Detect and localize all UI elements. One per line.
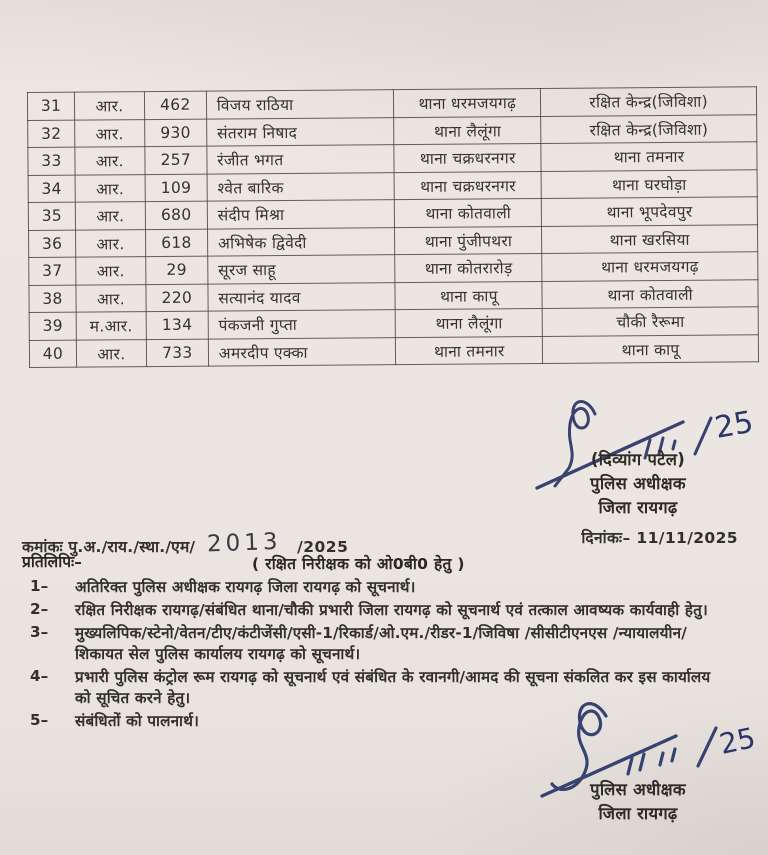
cell-name: सत्यानंद यादव — [208, 282, 396, 311]
cell-serial-number: 32 — [28, 120, 75, 148]
list-item-text: मुख्यलिपिक/स्टेनो/वेतन/टीए/कंटीजेंसी/एसी-1/रिकार्ड/ओ.एम./रीडर-1/जिविषा /सीसीटीएनएस /न्यायालयीन/शिकायत सेल पुलिस कार्यालय रायगढ़ को सूचनार्थ। — [75, 624, 687, 663]
cell-rank: आर. — [76, 257, 146, 285]
signature-date-top: 25 — [712, 404, 756, 446]
list-item — [30, 577, 742, 598]
document-date: दिनांकः– 11/11/2025 — [581, 529, 738, 547]
list-item-text: संबंधितों को पालनार्थ। — [75, 712, 200, 730]
list-item-text: रक्षित निरीक्षक रायगढ़/संबंधित थाना/चौकी प्रभारी जिला रायगढ़ को सूचनार्थ एवं तत्काल आवष्यक कार्यवाही हेतु। — [75, 601, 708, 619]
cell-serial-number: 35 — [28, 202, 75, 230]
table-row — [29, 334, 758, 367]
roster-table-body — [27, 87, 758, 368]
cell-new-posting: चौकी रैरूमा — [542, 307, 758, 336]
cell-rank: आर. — [75, 229, 145, 257]
cell-current-posting: थाना धरमजयगढ़ — [394, 88, 541, 117]
cell-buckle-number: 930 — [145, 119, 207, 147]
reference-label: कमांकः पु.अ./राय./स्था./एम/ — [22, 538, 196, 556]
cell-rank: आर. — [74, 92, 144, 120]
reference-year: /2025 — [297, 538, 349, 556]
cell-rank: आर. — [76, 339, 146, 367]
cell-new-posting: थाना घरघोड़ा — [541, 169, 757, 198]
list-item — [30, 600, 742, 621]
cell-name: रंजीत भगत — [207, 145, 395, 174]
cell-current-posting: थाना लैलूंगा — [394, 116, 541, 145]
signatory-name: (दिव्यांग पटेल) — [590, 450, 686, 469]
cell-name: विजय राठिया — [206, 90, 394, 119]
cell-current-posting: थाना कोतरारोड़ — [395, 253, 542, 282]
cell-buckle-number: 220 — [146, 284, 208, 312]
list-item-number: 1– — [30, 577, 49, 595]
list-item — [30, 623, 742, 665]
signatory-district: जिला रायगढ़ — [598, 498, 678, 517]
list-item-number: 2– — [30, 600, 49, 618]
cell-buckle-number: 134 — [146, 311, 208, 339]
cell-serial-number: 38 — [29, 285, 76, 313]
cell-buckle-number: 257 — [145, 146, 207, 174]
cell-new-posting: थाना कापू — [543, 334, 759, 363]
list-item-number: 4– — [30, 667, 49, 685]
cell-rank: आर. — [75, 202, 145, 230]
cell-serial-number: 34 — [28, 175, 75, 203]
cell-rank: म.आर. — [76, 312, 146, 340]
cell-current-posting: थाना पुंजीपथरा — [395, 226, 542, 255]
cell-new-posting: थाना तमनार — [541, 142, 757, 171]
signatory-designation: पुलिस अधीक्षक — [590, 780, 686, 799]
signature-date-bottom: 25 — [716, 721, 759, 761]
signatory-district: जिला रायगढ़ — [598, 804, 678, 823]
cell-buckle-number: 29 — [146, 256, 208, 284]
cell-current-posting: थाना चक्रधरनगर — [394, 143, 541, 172]
cell-buckle-number: 462 — [144, 91, 206, 119]
signature-block-top — [548, 448, 728, 520]
list-item — [30, 711, 742, 732]
signatory-designation: पुलिस अधीक्षक — [590, 474, 686, 493]
cell-new-posting: थाना खरसिया — [542, 224, 758, 253]
cell-buckle-number: 680 — [145, 201, 207, 229]
cell-current-posting: थाना कोतवाली — [395, 198, 542, 227]
cell-new-posting: रक्षित केन्द्र(जिविशा) — [541, 114, 757, 143]
cell-rank: आर. — [75, 174, 145, 202]
cell-name: सूरज साहू — [208, 255, 396, 284]
cell-name: संदीप मिश्रा — [207, 200, 395, 229]
list-item — [30, 667, 742, 709]
list-item-number: 5– — [30, 711, 49, 729]
cell-serial-number: 37 — [29, 257, 76, 285]
roster-table-container — [27, 86, 759, 368]
cell-current-posting: थाना चक्रधरनगर — [395, 171, 542, 200]
cell-name: अमरदीप एक्का — [208, 337, 396, 366]
roster-table — [27, 86, 759, 368]
cell-rank: आर. — [75, 119, 145, 147]
cell-new-posting: रक्षित केन्द्र(जिविशा) — [541, 87, 757, 116]
cell-name: अभिषेक द्विवेदी — [207, 227, 395, 256]
list-item-text: प्रभारी पुलिस कंट्रोल रूम रायगढ़ को सूचनार्थ एवं संबंधित के रवानगी/आमद की सूचना संकलित कर इस कार्यालय को सूचित करने हेतु। — [75, 668, 711, 707]
cell-serial-number: 40 — [29, 340, 76, 368]
handwritten-dispatch-number: 2013 — [206, 528, 282, 558]
cell-rank: आर. — [76, 284, 146, 312]
list-item-number: 3– — [30, 623, 49, 641]
cell-serial-number: 39 — [29, 312, 76, 340]
cell-name: श्वेत बारिक — [207, 172, 395, 201]
cell-new-posting: थाना धरमजयगढ़ — [542, 252, 758, 281]
cell-serial-number: 36 — [28, 230, 75, 258]
cell-current-posting: थाना कापू — [395, 281, 542, 310]
list-item-text: अतिरिक्त पुलिस अधीक्षक रायगढ़ जिला रायगढ़ को सूचनार्थ। — [75, 578, 416, 596]
copies-note: ( रक्षित निरीक्षक को ओ0बी0 हेतु ) — [252, 555, 465, 573]
cell-rank: आर. — [75, 147, 145, 175]
cell-name: पंकजनी गुप्ता — [208, 310, 396, 339]
copy-distribution-list — [30, 577, 742, 734]
cell-serial-number: 31 — [27, 92, 74, 120]
cell-buckle-number: 109 — [145, 174, 207, 202]
cell-new-posting: थाना कोतवाली — [542, 279, 758, 308]
cell-buckle-number: 733 — [146, 339, 208, 367]
signature-block-bottom — [548, 778, 728, 826]
cell-serial-number: 33 — [28, 147, 75, 175]
copies-heading: प्रतिलिपिः– — [22, 553, 82, 571]
cell-new-posting: थाना भूपदेवपुर — [542, 197, 758, 226]
cell-name: संतराम निषाद — [206, 117, 394, 146]
cell-current-posting: थाना लैलूंगा — [396, 308, 543, 337]
cell-current-posting: थाना तमनार — [396, 336, 543, 365]
cell-buckle-number: 618 — [145, 229, 207, 257]
